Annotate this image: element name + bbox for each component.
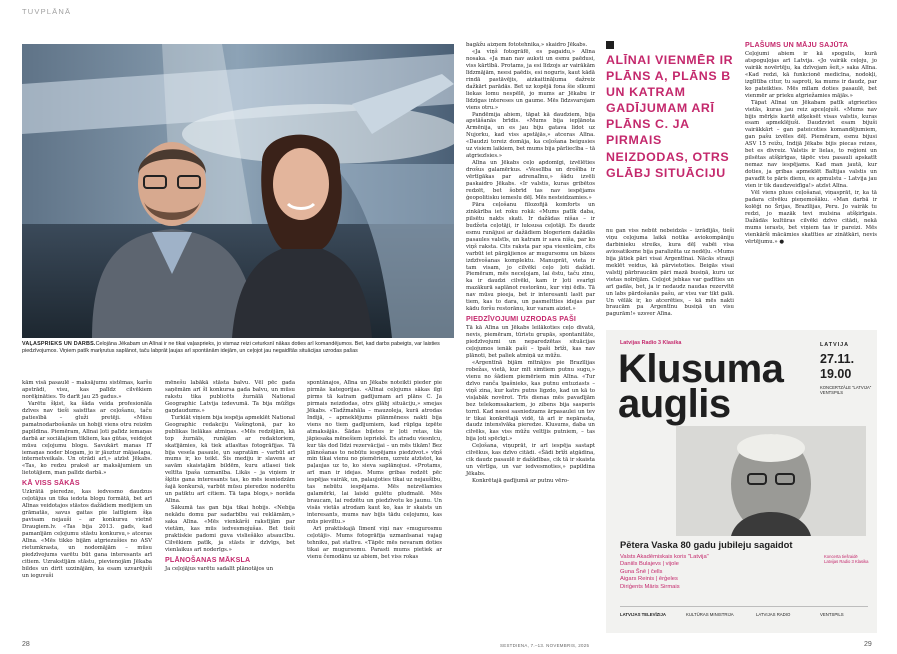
paragraph: «Argentīnā bijām mītnājos pie Brazīlijas robežas, vietā, kur mīt simtiem putnu sugu,» vienu no šādiem piemēriem min Alīna. «Tur dzīvo ranča īpašnieks, kas putnu entuziasts – viņš zina, kur katrs putns ligzdo, kad un kā to visļabāk novērot. Trīs dienas mēs pavadījām bez telekomsakariem, jo zibens bija sasperis tornī. Kad neesi sasniedzams ārpasaulei un tev ir tikai konkrētajā vidē, tā arī ir nepārasta, daudz intensīvāka pieredze. Klusums, daba un cilvēks, kas viss mūžu veltījis putniem, – tas bija ļoti spēcīgi.» [466, 359, 595, 443]
couple-photo [22, 44, 454, 338]
paragraph: Pāra ceļošanu filozofijā komforts un zinkārība iet roku rokā: «Mums patīk daba, pilsētu nakts skati. Ir dažādas nišas – ir budžeta ceļotāji, ir luksusa ceļotāji. Es daudz esmu runājusi ar dažādiem blogeriem dažādās pasaules valstīs, un katram ir sava niša, par ko viņš raksta. Cits raksta par spa viesnīcām, cits varbūt iet pārgājienos ar mugursomu un bāzes izdzīvošanas komplektu. Manuprāt, vieta ir tam visam, jo cilvēki ceļo ļoti dažādi. Piemēram, mēs neceļojam, lai ēstu, taču zinu, ka ir daudzi cilvēki, kam ir ļoti svarīgi mazākurā saplānot restorānu, kur viņi ēdīs. Tā nav mūsu pieeja, bet ir interesanti lasīt par tiem, kas to dara, un pasmeltties idejas par kādu foršu restorānu, kur varam aiziet.» [466, 201, 595, 313]
right-column-3 [745, 42, 877, 246]
ad-time: 19.00 [820, 367, 852, 381]
subheading-plasums: PLAŠUMS UN MĀJU SAJŪTA [745, 41, 849, 49]
subheading-ka-viss-sakas: KĀ VISS SĀKĀS [22, 479, 80, 488]
page-number-right: 29 [864, 641, 872, 648]
paragraph: kām visā pasaulē – maksājumu sistēmas, karšu apstrādi, visu, kas palīdz cilvēkiem norēķināties. To darīt jau 25 gadus.» [22, 380, 152, 400]
section-kicker: TUVPLĀNĀ [22, 7, 72, 16]
sponsor-logo-ventspils: VENTSPILS [820, 612, 844, 617]
ad-divider [620, 606, 868, 607]
paragraph: Konkrētajā gadījumā ar putnu vēro- [472, 478, 569, 485]
pull-quote: ALĪNAI VIENMĒR IR PLĀNS A, PLĀNS B UN KATRAM GADĪJUMAM ARĪ PLĀNS C. JA PIRMAIS NEIZDODAS, OTRS GLĀBJ SITUĀCIJU [606, 53, 734, 180]
caption-text: Celojāna Jēkabam un Alīnai ir ne tikai vaļasprieks, jo vismaz reizi ceturksnī nākas doties arī komandējumos. Bet, kad darbs pabeigts, var laisties piedzīvojumos. Viņiem patīk marķrutus saplānot, taču labprāt ļaujas arī spontānām idejām, un ceļojot jau negaidītās situācijas uzrodas pašas [22, 341, 440, 354]
issue-footer: SESTDIENA, 7.–13. NOVEMBRIS, 2025 [500, 643, 590, 648]
right-column-2 [606, 228, 734, 318]
paragraph: Alīna un Jēkabs ceļo apdomīgi, izvēlēties drošus galamērkus. «Veselība un drošība ir vērtīgākas par adrenalīnu,» šādu izvēli paskaidro Jēkabs. «Ir valstis, kuras gribētos redzēt, bet šobrīd tas nav iespējams ģeopolitisku iemeslu dēļ. Mēs nesteidzamies.» [466, 160, 595, 201]
paragraph: Varētu šķist, ka šāda veida profesionāla dzīves nav tieši saistītas ar ceļošanu, taču patiesībā – gluži pretēji. «Mūsu pamatnodarbošanās un hobiji viens otru reizēm papildina. Piemēram, Alīnai ļoti palīdz iemaņas darbā ar sociālajiem tīkliem, kas gūtas, veidojot mūsu ceļojumu blogu. Savukārt manas IT iemaņas noder blogam, jo ir jāuztur mājaslapa, internetveikals. Un otrādi arī,» atzīst Jēkabs. «Tas, ko redzu praksē ar maksājumiem un lietotājiem, man palīdz darbā.» [22, 400, 152, 477]
caption-lead: VAĻASPRIEKS UN DARBS. [22, 341, 96, 347]
ad-headline: Pētera Vaska 80 gadu jubileju sagaidot [620, 539, 793, 550]
photo-caption [22, 341, 454, 355]
ad-choir-word: LATVIJA [820, 342, 850, 348]
composer-portrait [676, 426, 866, 536]
paragraph: mēnešu labākā stāsta balvu. Vēl pēc gada saņēmām arī šī konkursa gada balvu, un mūsu rakstu tika publicēts žurnālā National Geographic Latvija izdevumā. Ta bija mūžīgs gaņdaudums.» [165, 380, 295, 414]
paragraph: spontānajos, Alīna un Jēkabs noteikti pieder pie pirmās kategorijas. «Alīnai ceļojums sākas ilgi pirms tā katram gadījumam arī plāns C. Ja pirmais neizdodas, otrs glābj situāciju,» smejas Jēkabs. «Tadžmahāla – mauzoleja, kurā atrodas Indijā, – apmeklējums plānmēness nakti bija viens no tiem gadījumiem, kad rūpīga izpēte atmaksājās. Šādas biļetes ir ļoti retas, tās jāpiesaka mēnešiem iepriekš. Es atradu viesnīcu, kur tās dod līdzi rezervācijai – un mēs tikām! Bez plānošanas to nebūtu iespējams piedzīvot.» vīņš min tikai vienu no piemēriem, uzreiz atzīstot, ka paļaujas uz to, ko sieva saplānojusi. «Protams, arī man ir idejas. Mums gribas redzēt pēc iespējas vairāk, un, palaujoties tikai uz nejaušību, tas nebūtu iespējams. Mēs neizvēlamies galamērki, lai laiski gulētu pludmalē. Mēs braucam, lai redzētu un piedzīvotu ko jaunu. Un visās vietās atrodam kaut ko, kas ir skaists un interesants, mums nav bijis tādu ceļojumu, kas mūs pieviltu.» [307, 380, 442, 526]
subheading-planosanas-maksla: PLĀNOŠANAS MĀKSLA [165, 555, 251, 564]
paragraph: Tāpat Alīnai un Jēkabam patīk atgriezties vietās, kuras jau reiz apceļojuši. «Mums nav bijis mērķis kartē atķeksēt visas valstis, kuras esam apmeklējuši. Daudzviet esam bijuši vairākkārt – gan pateicoties komandējumiem, gan pašu izvēles dēļ. Piemēram, esmu bijusi ASV 15 reižu, Indijā Jēkabs bijis piecas reizes, bet es divreiz. Valstis ir lielas, to reģioni un pilsētas atšķirīgas, tāpēc visu pasauli apskatīt nemaz nav iespējams. Kad man jautā, kur doties, ja gribas apmeklēt Baltijas valstis un pavadīt te pāris dienu, es apmulstu – Latvija jau vien ir tik daudzveidīga!» atzīst Alīna. [745, 99, 877, 190]
sponsor-logo-ministry: KULTŪRAS MINISTRIJA [686, 612, 734, 617]
concert-advertisement [606, 330, 877, 633]
paragraph: Vēl viens pluss ceļošanai, viņasprāt, ir, ka tā padara cilvēku pieņemošāku. «Man darbā ir kolēģi no Šrijas, Brazīlijas, Peru. Jo vairāk tu redzi, jo mazāk tevi mulsina atšķirīgais. Dažādās kultūras cilvēki dzīvo citādi, nekā mums ierasts, bet viņiem tas ir pareizi. Mēs vienkārši mācāmies skatīties ar zinātkāri, nevis vērtējumu.» ● [745, 190, 877, 245]
paragraph: Pandēmija abiem, tāpat kā daudziem, bija apstāšanās brīdis. «Mums bija iepļānota Armēnija, un es jau biju gatava lidot uz Nujorku, kad viss apstājās,» atceras Alīna. «Daudzi toreiz domāja, ka ceļošana beigusies uz visiem laikiem, bet mums bija pārliecība – tā atgriezīsies.» [466, 111, 595, 160]
left-column-2 [165, 380, 295, 573]
right-column-1 [466, 42, 595, 485]
sponsor-logo-radio: LATVIJAS RADIO [756, 612, 791, 617]
paragraph: Uzkrātā pieredze, kas iedvesmo daudzus ceļotājus un tika iedota blogu formātā, bet arī Alīnas veidotajos stāstos dažādiem medijiem un grāmatās, savus gaitas pie laitīgiem šķa pavisam nejauši – ar konkursu vietnē Draugiem.lv. «Tas bija 2013. gads, kad pamanījām ceļojumu stāstu konkursu,» atceras Alīna. «Mēs tikko bijām atgriezušies no ASV rietumkrasta, un nodomājām – mūsu piedzīvojums varētu būt gana interesants arī citiem. Uzrakstījām stāstu, pievienojām Jēkaba bildes un dirīt uzzinājām, ka esam uzvarējuši un ieguvuši [22, 489, 152, 579]
paragraph: nu gan viss nebūt nebeidzās – izrādījās, tieši viņu ceļojuma laikā notika aviokompāniju darbinieku streiks, kura dēļ vabēi visa aviosatiksme bija paralizēta uz nedēļu. «Mums bija jātiek pāri visai Argentīnai. Nācās strauji meklēt veidus, kā pārvietoties. Beigās visai valstij pārbraucām pāri mazā busiņā, kuru uz vietas noīrējām. Ceļojot jebkas var gadīties un arī gadās, bet, ja ir nedaudz naudas rezervītē un labs pārdošanās pašu, ar visu var tikt galā. Un vēlāk ir, ko atcerēties, – kā mēs nakti braucām pa Argentīnu busiņā un visu pagurām!» uzsver Alīna. [606, 228, 734, 318]
paragraph: Turklāt viņiem bija iespēja apmeklēt National Geographic redakciju Vašingtonā, par ko publikas lielākas atmiņas. «Mēs redzējām, kā top žurnāls, runājām ar redaktoriem, skatījāmies, kā tiek atlasītas fotogrāfijas. Tā bija vesela pasaule, un sapratām – varbūt arī mums ir, ko teikt. Šis mediju ir slavens ar savām skaistajām bildēm, kuru atlasei tiek veltīta īpaša uzmanība. Likās – ja viņiem ir šķitis gana interesants tas, ko mēs iesniedzām šajā konkursā, varbūt mūsu pieredze noderētu un patiktu arī citiem. Tā tapa blogs,» norāda Alīna. [165, 414, 295, 505]
photo-illustration [22, 44, 454, 338]
paragraph: Tā kā Alīna un Jēkabs leilākoties ceļo divatā, nevis, piemēram, tūristu grupās, spontanitāte, piedzīvojumi un neparedzētas situācijas ceļojumos ienāk paši – īpaši brīži, kas nav plānoti, bet paliek atmiņā uz mūžu. [466, 325, 595, 359]
ad-venue: KONCERTZĀLE "LATVIJA" VENTSPILS [820, 385, 872, 395]
ad-broadcast-note: Koncerta tiešraidē Latvijas Radio 3 Klasika [824, 554, 869, 564]
ad-title-line1: Klusuma [618, 347, 784, 391]
paragraph: bagāžu aizņem fototehnika,» skaidro Jēkabs. [466, 42, 588, 48]
ad-title-line2: auglis [618, 382, 731, 426]
ad-performers: Valsts Akadēmiskais koris "Latvija" Daniils Bulajevs | vijole Guna Šnē | čells Aigars Reinis | ērģeles Diriģents Māris Sirmais [620, 554, 709, 590]
paragraph: Ceļošana, viņuprāt, ir arī iespēja sastapt cilvēkus, kas dzīvo citādi. «Šādi brīži atgādina, cik daudz pasaulē ir dažādības, cik tā ir skaista un vērtīga, un var iedvesmoties,» papildina Jēkabs. [466, 443, 595, 478]
page-number-left: 28 [22, 641, 30, 648]
quote-marker [606, 41, 614, 49]
ad-brand: Latvijas Radio 3 Klasika [620, 340, 682, 346]
paragraph: Sākumā tas gan bija tikai hobijs. «Nebija nekādu domu par sadarbību vai reklāmām,» saka Alīna. «Mēs vienkārši rakstījām par vietām, kas mūs iedvesmojušas. Bet tieši praktiskie padomi guva visliešāko atsaucību. Cilvēkiem patīk, ja stāsts ir dzīvīgs, bet vienlaikus arī noderīgs.» [165, 505, 295, 553]
paragraph: Arī praktiskajā līmenī viņi nav «mugurosmu ceļotāji». Mums fotogrāfija uzmanīsanai vajag tehniku, pat statīvu. «Tāpēc mēs nevaram doties tikai ar mugursomu. Parasti mums pietiek ar vienu čemodānu uz abiem, bet viss rokas [307, 526, 442, 560]
paragraph: Ceļojumi abiem ir kā spogulis, kurā atspoguļojas arī Latvija. «Jo vairāk ceļoju, jo vairāk novērtēju, ka dzīvojam šeit,» saka Alīna. «Kad redzi, kā funkcionē medicīna, nodokļi, izglītība citur, tu saproti, ka mums ir daudz, par ko pateikties. Mēs mīlam doties pasaulē, bet vienmēr ar prieku atgriežamies mājās.» [745, 50, 877, 99]
paragraph: Ja ceļojājus varētu sadalīt plānotājos un [165, 565, 274, 572]
left-column-3 [307, 380, 442, 561]
left-column-1 [22, 380, 152, 580]
sponsor-logo-ltv: LATVIJAS TELEVĪZIJA [620, 612, 666, 617]
subheading-piedzivojumi: PIEDZĪVOJUMI UZRODAS PAŠI [466, 315, 577, 324]
paragraph: «Ja viņš fotogrāfē, es pagaidu,» Alīna nosaka. «Ja man nav auksti un esmu paēdusi, viss kārtībā. Protams, ja esi līdzojs ar vairākām līdzmājām, neesi paēdis, esi noguris, kaut kādā rindā pastāvējis, aizkaitināļuma dažreiz dažkārt parādās. Bet uz kopējā fona šie sīkumi liekas lomu nespēlē, jo mums ar Jēkabu ir līdzīgas intereses un gaume. Mēs līdzsvarojam viens otru.» [466, 48, 595, 111]
ad-date: 27.11. [820, 352, 855, 366]
